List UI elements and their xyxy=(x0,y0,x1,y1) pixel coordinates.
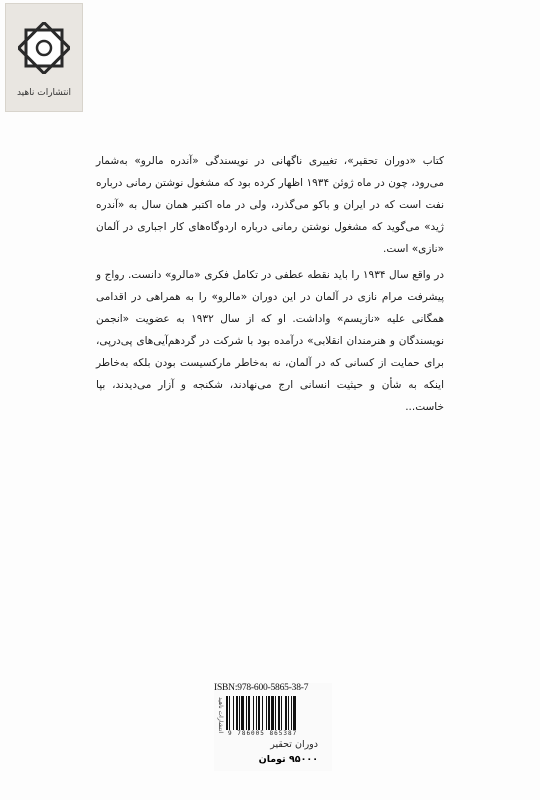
blurb-paragraph-1: کتاب «دوران تحقیر»، تغییری ناگهانی در نویسندگی «آندره مالرو» به‌شمار می‌رود، چون در ماه ژوئن ۱۹۳۴ اظهار کرده بود که مشغول نوشتن رمانی درباره نفت است که در ایران و باکو می‌گذرد، ولی در ماه اکتبر همان سال به «آندره ژید» می‌گوید که مشغول نوشتن رمانی درباره اردوگاه‌های کار اجباری در آلمان «نازی» است. xyxy=(96,155,444,255)
publisher-logo-box xyxy=(5,3,83,112)
publisher-name: انتشارات ناهید xyxy=(16,88,72,98)
sticker-vertical-label: انتشارات ناهید xyxy=(217,697,224,734)
blurb-paragraph-2: در واقع سال ۱۹۳۴ را باید نقطه عطفی در تکامل فکری «مالرو» دانست. رواج و پیشرفت مرام نازی در آلمان در این دوران «مالرو» را به همراهی در اقدامی همگانی علیه «نازیسم» واداشت. او که از سال ۱۹۳۲ به عضویت «انجمن نویسندگان و هنرمندان انقلابی» درآمده بود با شرکت در گردهم‌آیی‌های پی‌درپی، برای حمایت از کسانی که در آلمان، نه به‌خاطر مارکسیست بودن بلکه به‌خاطر اینکه به شأن و حیثیت انسانی ارج می‌نهادند، شکنجه و آزار می‌دیدند، بپا خاست... xyxy=(96,269,445,413)
barcode-image xyxy=(226,696,318,730)
book-blurb xyxy=(96,150,444,418)
sticker-book-title: دوران تحقیر xyxy=(270,739,318,750)
barcode-sticker xyxy=(214,683,332,771)
sticker-price: ۹۵۰۰۰ تومان xyxy=(258,754,318,765)
naheed-star-logo-icon xyxy=(18,22,70,74)
barcode-digits: 9 786005 865387 xyxy=(228,730,298,737)
isbn-text: ISBN:978-600-5865-38-7 xyxy=(214,683,309,693)
